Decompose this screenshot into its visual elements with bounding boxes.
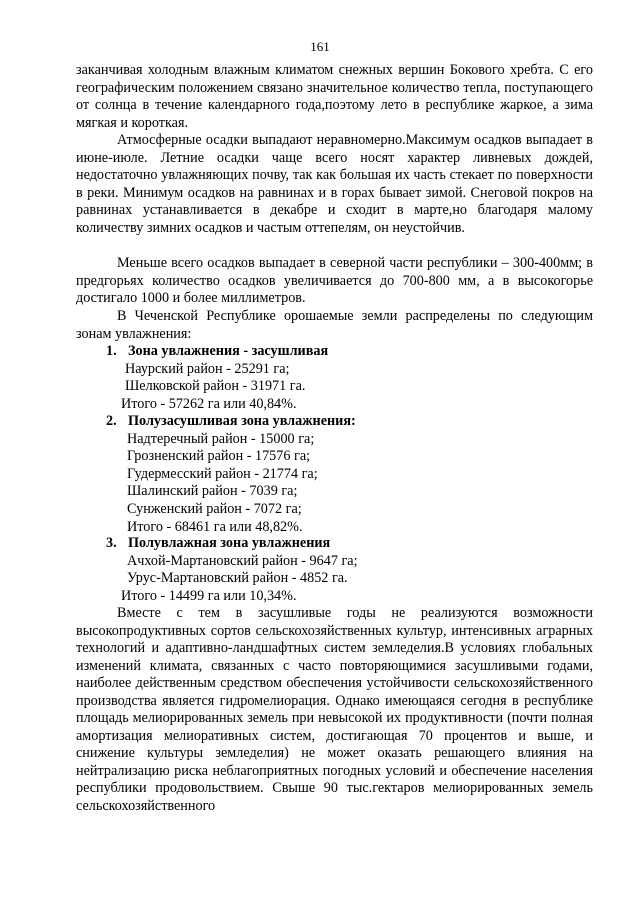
zones-intro-block <box>76 308 593 343</box>
district-line: Ачхой-Мартановский район - 9647 га; <box>127 552 358 569</box>
precipitation-paragraph: Атмосферные осадки выпадают неравномерно.Максимум осадков выпадает в июне-июле. Летние осадки чаще всего носят характер ливневых дождей, недостаточно увлажняющих почву, так как большая их часть стекает по поверхности в реки. Минимум осадков на равнинах и в горах бывает зимой. Снеговой покров на равнинах устанавливается в декабре и сходит в марте,но благодаря малому количеству зимних осадков и частым оттепелям, он неустойчив. <box>76 132 593 236</box>
zone-number: 1. <box>106 343 117 359</box>
closing-paragraph: Вместе с тем в засушливые годы не реализуются возможности высокопродуктивных сортов сельскохозяйственных культур, интенсивных аграрных технологий и адаптивно-ландшафтных систем земледелия.В условиях глобальных изменений климата, связанных с часто повторяющимися засушливыми годами, наиболее действенным средством обеспечения устойчивости сельскохозяйственного производства является гидромелиорация. Однако имеющаяся сегодня в республике площадь мелиорированных земель при невысокой их продуктивности (почти полная амортизация мелиоративных систем, достигающая 70 процентов и выше, и снижение культуры земледелия) не может оказать решающего влияния на нейтрализацию риска неблагоприятных погодных условий и обеспечение населения республики продовольствием. Свыше 90 тыс.гектаров мелиорированных земель сельскохозяйственного <box>76 605 593 814</box>
district-line: Надтеречный район - 15000 га; <box>127 430 315 447</box>
district-line: Наурский район - 25291 га; <box>125 360 290 377</box>
least-precipitation-paragraph: Меньше всего осадков выпадает в северной части республики – 300-400мм; в предгорьях количество осадков увеличивается до 700-800 мм, а в высокогорье достигало 1000 и более миллиметров. <box>76 255 593 306</box>
district-line: Сунженский район - 7072 га; <box>127 500 302 517</box>
page-number: 161 <box>310 39 330 54</box>
zone-title: Полузасушливая зона увлажнения: <box>128 413 356 429</box>
zone-number: 2. <box>106 413 117 429</box>
zone-total: Итого - 14499 га или 10,34%. <box>121 587 297 604</box>
zone-total: Итого - 68461 га или 48,82%. <box>127 518 303 535</box>
zone-title: Полувлажная зона увлажнения <box>128 535 331 551</box>
closing-paragraph-block <box>76 605 593 815</box>
zone-heading <box>106 413 586 431</box>
intro-paragraph: заканчивая холодным влажным климатом снежных вершин Бокового хребта. С его географическим положением связано значительное количество тепла, поступающего от солнца в течение календарного года,поэтому лето в республике жаркое, а зима мягкая и короткая. <box>76 62 593 131</box>
district-line: Урус-Мартановский район - 4852 га. <box>127 570 348 587</box>
zone-2 <box>106 413 586 536</box>
zone-number: 3. <box>106 535 117 551</box>
precipitation-paragraph-block <box>76 132 593 237</box>
zone-heading <box>106 535 586 553</box>
district-line: Шелковской район - 31971 га. <box>125 378 306 395</box>
district-line: Шалинский район - 7039 га; <box>127 483 298 500</box>
zones-intro-paragraph: В Чеченской Республике орошаемые земли распределены по следующим зонам увлажнения: <box>76 308 593 342</box>
zone-heading <box>106 343 586 361</box>
zone-1 <box>106 343 586 413</box>
district-line: Гудермесский район - 21774 га; <box>127 465 318 482</box>
district-line: Грозненский район - 17576 га; <box>127 448 311 465</box>
zone-title: Зона увлажнения - засушливая <box>128 343 329 359</box>
least-precipitation-paragraph-block <box>76 255 593 308</box>
zone-total: Итого - 57262 га или 40,84%. <box>121 395 297 412</box>
intro-paragraph-block <box>76 62 593 132</box>
zone-3 <box>106 535 586 605</box>
